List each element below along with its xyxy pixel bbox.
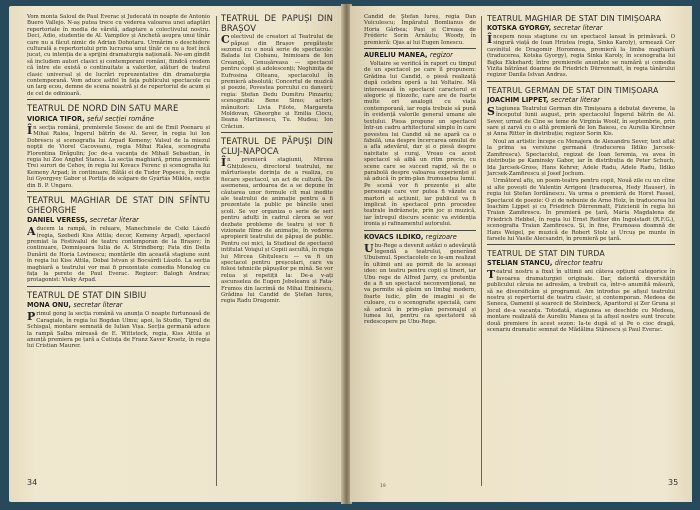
divider: [27, 286, 210, 287]
page-number: 35: [668, 478, 679, 487]
section-body: Primul gong la secția română va anunța O noapte furtunoasă de Caragiale, în regia lui Bogdan Ulmu; apoi, la Studio, Tigrul de Schisgal, montare semnată de Iulian Vișa. Secția germană aduce la rampă Salba mireasă de E. Wittstock, regia, Kiss Attila și anunță premiera pe țară a Cutiuța de Franz Xaver Kroetz, în regia lui Cristian Maurer.: [27, 310, 210, 350]
left-right-column: [221, 14, 333, 484]
author-name: KOVACS ILDIKO, regizoare: [364, 232, 457, 241]
left-page: [9, 6, 344, 502]
section-title: TEATRUL MAGHIAR DE STAT DIN SFÎNTU GHEORGHE: [27, 194, 210, 215]
section-body: În secția română, premierele Sosesc de ani de Emil Poenaru și Mihai Ralea, Îngerul bătrîn de Al. Sever, în regia lui Ion Dobrescu și scenografia lui Arpad Kemeny; Valsul de la miezul nopții de Viorel Cacoveanu, regia Mihai Ralea, scenografia Florentina Drăgulin; Joc de-a vacanța de Mihail Sebastian, în regia lui Zoe Anghel Stanca. La secția maghiară, prima premieră: Trei surori de Cehov, în regia lui Kovacs Ferenc și scenografia lui Kemeny Arpad; în continuare, Bătăi ei de Tudor Popescu, în regia lui Gyorgyey Gabor și Portița de scăpare de Gyártás Miklós, secție din B. P. Ungaro.: [27, 123, 210, 189]
author-name: AURELIU MANEA, regizor: [364, 51, 453, 60]
section-body: Noul an artistic începe cu Menajera de Alexandru Sever, text aflat la prima sa versiune germană (traducerea Ildiko Jarcsek-Zamfirescu). Spectacolul, regizat de Ioan Ieremia, va avea în distribuție pe Kaminsky Gabor, iar în distribuția de Peter Schuch, Ida Jarcsek-Gross, Hans Kehrer, Adele Radu, Adele Radu, Ildiko Jarcsek-Zamfirescu și Josef Jochum.: [487, 138, 675, 177]
section-title: TEATRUL DE NORD DIN SATU MARE: [27, 103, 179, 114]
drop-cap: Î: [27, 123, 33, 137]
section-body: Ubu-Rege a devenit astăzi o adevărată legendă a teatrului, generând Ubuismul. Spectacolele ce le-am realizat în ultimii ani au pornit de la aceeași idee: un teatru pentru copii și tineri, iar Ubu rege de Alfred Jarry, cu pretenția de a fi un spectacol neconvențional, ne va permite să găsim un limbaj modern, foarte ludic, plin de imagini și de culoare, cu o scenografie specială, care să aducă în prim-plan personajul și lumea lui, pentru ca spectatorii să redescopere pe Ubu-Rege.: [364, 241, 476, 326]
author-name: STELIAN STANCU, director teatru: [487, 259, 603, 268]
drop-cap: Î: [487, 33, 493, 46]
divider: [221, 132, 333, 133]
section-body: Candid de Ștefan Iureș, regia Dan Vuiculescu; Împăratul Bomlianus de Horia Gârbea; Pași și Cireașa de Frédéric Sorin Arnăutu; Woody, în premieră: Ojas ai lui Eugen Ionescu.: [364, 14, 476, 46]
right-left-column: [364, 14, 476, 484]
divider: [364, 48, 476, 49]
divider: [27, 99, 210, 100]
section-body: Teatrul nostru a fixat în ultimii ani câteva opțiuni categorice în favoarea dramaturgiei originale. Dar, datorită diversității publicului căruia ne adresăm, a trebuit ca, într-o anumită măsură, să ne diversificăm și programul. Am introdus pe afișul teatrului nostru și repertoriul de teatru clasic, și contemporan. Medeea de Seneca, Oamenii și soarecii de Steinbeck, Aparitorul și Zer Gruna și Jocul de-a vacanța. Totodată, stagiunea se deschide cu Medeea, montare realizată de Aureliu Manea și la afișul nostru sunt trecute două premiere în acest sezon: Ia-te după el și Pe o cioc dragă, scenariu dramatic semnat de Mădălina Stănescu și Paul Everac.: [487, 268, 675, 334]
drop-cap: P: [27, 310, 36, 324]
section-title: TEATRUL GERMAN DE STAT DIN TIMIȘOARA: [487, 85, 659, 95]
divider: [364, 230, 476, 231]
drop-cap: S: [487, 104, 495, 118]
left-column: [27, 14, 210, 484]
divider: [487, 81, 675, 82]
column-rule: [216, 16, 217, 486]
right-right-column: [487, 14, 675, 484]
drop-cap: Î: [221, 156, 227, 170]
section-body: În premieră stagiunii, Mircea Ghițulescu, directorul teatrului, ne mărturisește dorința de a realiza, cu fiecare spectacol, un act de cultură. De asemenea, ardoarea de a se depune în căutarea unor formule cît mai inedite ale teatrului de animație pentru a fi prezentate la public pe băncile unei școli. Se vor organiza o serie de seri pentru adulți în cadrul cărora se vor dezbate probleme de teatru și vor fi vizionate filme de animație, în vederea apropierii teatrului de păpuși de public. Pentru cei mici, la Studioul de spectacol intitulat Voiajul și Copiii ascultă, în regia lui Mircea Ghițulescu — va fi un spectacol pentru preșcolari, care va folosi tehnicile păpușilor pe mînă. Se vor relua și repetiții la: De-a v-ați ascunselea de Eugen Jebeleanu și Fata-Frumos din lacrimă de Mihai Eminescu, Grădina lui Candid de Ștefan Iures, regia Radu Dragomir.: [221, 156, 333, 305]
divider: [27, 191, 210, 192]
drop-cap: T: [487, 268, 496, 282]
author: VIORICA TIFOR,: [27, 114, 85, 123]
drop-cap: U: [364, 241, 374, 255]
page-number: 34: [27, 478, 38, 487]
author-name: MONA ONU, secretar literar: [27, 301, 123, 310]
right-page: [350, 6, 692, 502]
section-title: TEATRUL DE PĂPUȘI DIN BRAȘOV: [221, 14, 333, 33]
column-rule: [481, 16, 482, 486]
section-body: Următorul afiș, un poem-teatru pentru copii, Nouă zile cu un cîine și alte povești de Valentin Arrigoni (traducerea, Hedy Hauser), în regia lui Ștefan Iordănescu. Va urma o premieră de Horst Fassel, Spectacol de poezie: O zi de nebunie de Arno Holz, în traducerea lui Ioachim Lippet și cu Friedrich Dürrenmatt, Fizicienii în regia lui Traian Zamfirescu. În premieră pe țară, Maria Magdalena de Friedrich Hebbel, în regia lui Ernst Reitter din Ingolstadt (R.F.G.), scenografia Traian Zamfirescu. Și, în fine, Frumoasa doamnă de Hans Weigel, pe muzică de Robert Stolz și Urcuș pe munte în farsele lui Vasile Alecsandri, în premieră pe țară.: [487, 178, 675, 242]
drop-cap: A: [27, 225, 36, 239]
author-name: DANIEL VERESS, secretar literar: [27, 216, 139, 225]
section-body: Începem noua stagiune cu un spectacol lansat în primăvară. O singură viață de Ioan Hristea (regia, Sinka Karoly), urmează Cer cavinitul de Dragomir Horomnea, premieră la limba maghiară (traducerea, Kotska Gyorgy), regia Sinka Karoly, în scenografia lui Bajka Ekkehard; între premierele anunțate se numără și comedia Vizita bătrânei doamne de Friedrich Dürrenmatt, în regia tânărului regizor Danila Istvan Andras.: [487, 33, 675, 79]
author-name: KOTSKA GYORGY, secretar literar: [487, 24, 603, 32]
divider: [487, 244, 675, 245]
gutter-number: 19: [380, 484, 386, 489]
section-title: TEATRUL DE PĂPUȘI DIN CLUJ-NAPOCA: [221, 136, 333, 156]
intro-text: Vom monta Saloul de Paul Everac și Judecată în noapte de Antonio Buero Vallejo. N-aș putea trece cu vederea valoarea unei adaptări repertoriale în media de vârstă, adaptare a colectivului nostru. Deci, Adio, studentie de Al. Vampilov și Anchetă asupra unui tînăr care nu a făcut nimic de Adrian Dohotaru. Urmărim o deschidere culturală a repertoriului prin lucrarea unui tînăr ce nu a fost încă jucat, cu intenția de a sprijini dramaturgia națională. Ne-am gîndit să includem autori clasici și contemporani români, fiindcă credem că între ele există o continuitate a valorilor, alături de teatrul clasic universal și de lucrări reprezentative din dramaturgia contemporană. Vom aduce astfel în fața publicului spectacole cu un larg ecou, demne de scena noastră și de repertoriul de acum și de cel de odinioară.: [27, 14, 210, 97]
author-role: șeful secției române: [87, 114, 154, 123]
drop-cap: C: [221, 33, 230, 47]
author-name: JOACHIM LIPPET, secretar literar: [487, 95, 600, 104]
section-title: TEATRUL DE STAT DIN SIBIU: [27, 289, 147, 300]
section-body: Colectivul de creatori al Teatrului de păpuși din Brașov pregătește sezonul cu o nouă serie de spectacole: Balada lui Ciobanu, Inimioara de Ion Creangă, Cenușăreasa — spectacol pentru copii și adolescenți; Neghinița de Eufrosina Olteanu, spectacolul în premieră absolută; Concertul de muzică și poezie, Povestea porcului cu dansuri; regia: Ștefan Dedu Dumitru Pinzariu; scenografia: Bene Simo; actori-mânuitori: Livia Filote, Margareta Moldovan, Gheorghe și Emilia Ciocu, Ileana Martinescu, Tu. Mudea; Ion Crăciun.: [221, 33, 333, 130]
section-body: Voltaire se verifică în raport cu timpul de un spectacol pe care îl propunem: Grădina lui Candid, o piesă realizată după celebra operă a lui Voltaire. Mă interesează în spectacol caracterul ei alegoric și filozofic, care are de foarte multe ori analogii cu viața contemporană, iar regia trebuie să pună în evidență valorile general umane ale textului. Piesa propune un spectacol într-un cadru arhitectural simplu în care povestea lui Candid să ne apară ca o fabulă, una despre încercarea omului de a afla adevărul, dar și o piesă despre naivitate și curaj. Vreau ca acest spectacol să aibă un ritm precis, cu scene care se succed rapid, să fie o parabolă despre valoarea experienței și să aducă în prim-plan frumusețea lumii. Pe scenă vor fi prezente și alte personaje care vor putea fi văzute ca martori ai acțiunii, iar publicul va fi implicat în spectacol prin procedee teatrale îndrăznețe, prin joc și muzică, iar întregul discurs scenic va evidenția ironia și rafinamentul autorului.: [364, 61, 476, 228]
section-body: Stagiunea Teatrului German din Timișoara a debutat devreme, la începutul lunii august, prin spectacolul Îngerul bătrîn de Al. Sever, urmat de Cine se teme de Virginia Woolf, în septembrie, prin sare și zarvă cu o altă premieră de Ion Baiesu, cu Aurelia Kirchner și Anna Ritter în distribuție; regizor Sorin Kis.: [487, 104, 675, 138]
section-title: TEATRUL MAGHIAR DE STAT DIN TIMIȘOARA: [487, 14, 662, 23]
section-body: Aducem la rampă, în reluare, Manechinele de Csiki László (regia, Szebedi Kiss Attila; decor, Kemeny Arpad), spectacol premiat la Festivalul de teatru contemporan de la Brașov; în continuare, Domnișoara Iulia de A. Strindberg; Fata din Delta Dunării de Horia Lovinescu; montările din această stagiune sunt în regia lui Kiss Attila, Dobai Istvan și Bocsárdi László. La secția maghiară a teatrului vor mai fi prezentate comedia Monolog cu fața la perete de Paul Everac. Regizor: Balogh Andras; protagonist: Visky Arpad.: [27, 225, 210, 284]
author-name: [27, 115, 210, 123]
section-title: TEATRUL DE STAT DIN TURDA: [487, 249, 605, 259]
